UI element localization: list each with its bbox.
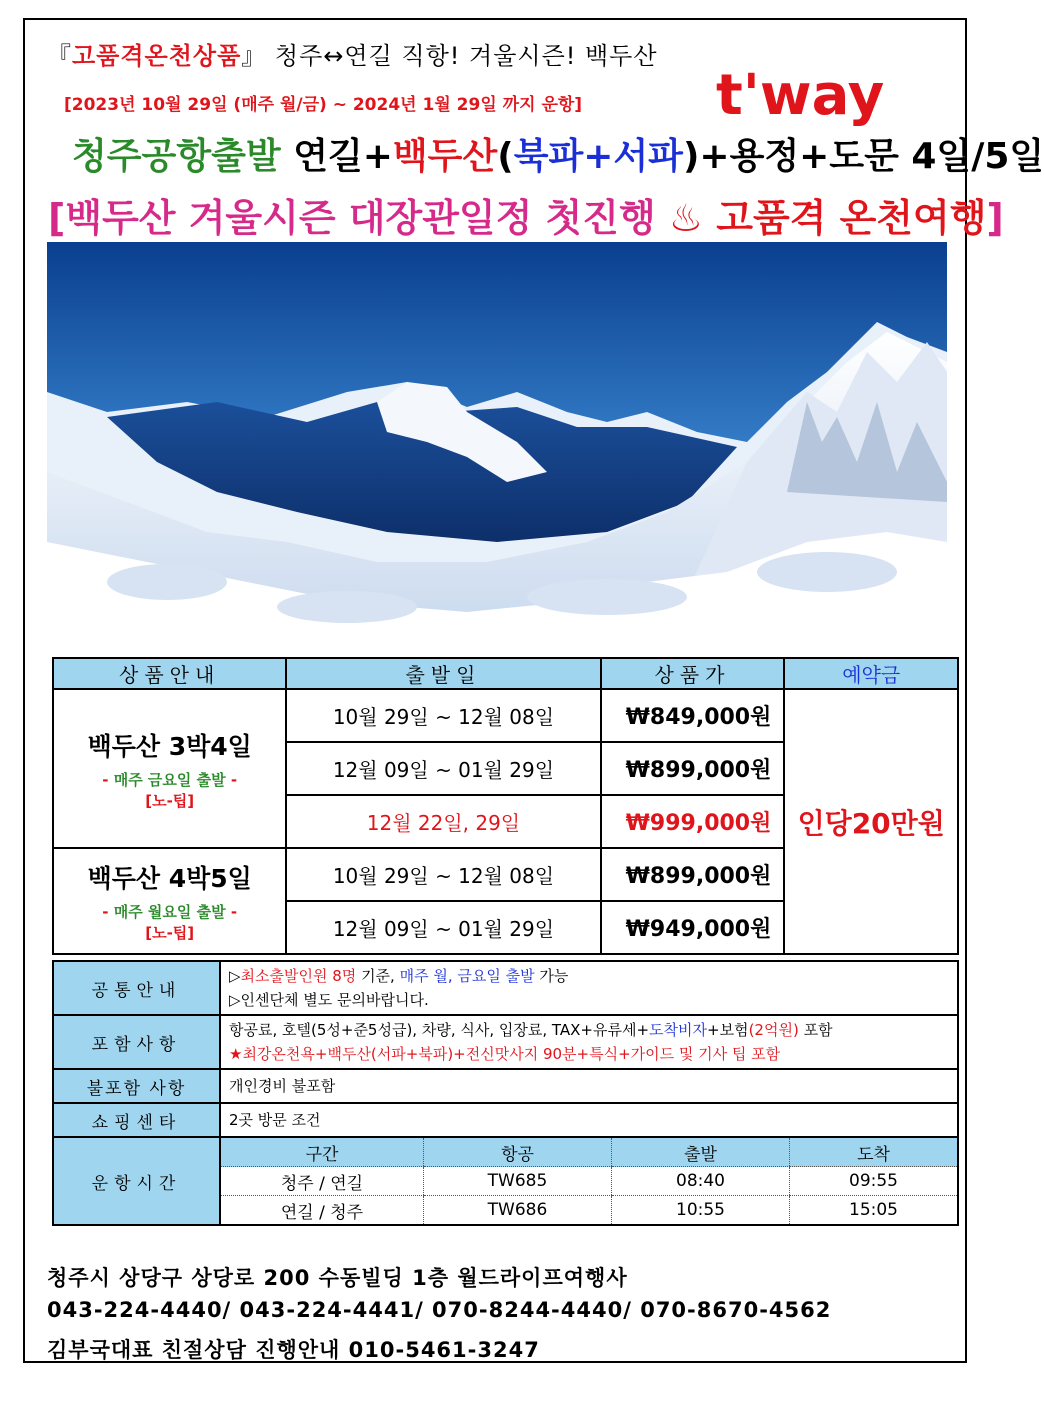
- flight-arrival: 15:05: [790, 1196, 958, 1225]
- agency-phones: 043-224-4440/ 043-224-4441/ 070-8244-4440/ 070-8670-4562: [47, 1298, 832, 1322]
- product-4n5d: 백두산 4박5일 - 매주 월요일 출발 - [노-팁]: [53, 848, 286, 954]
- flight-header-route: 구간: [221, 1138, 424, 1167]
- shopping-value: 2곳 방문 조건: [220, 1103, 958, 1137]
- header-departure: 출발일: [286, 658, 600, 689]
- agency-contact: 김부국대표 친절상담 진행안내 010-5461-3247: [47, 1338, 540, 1362]
- flight-route: 연길 / 청주: [280, 1202, 364, 1223]
- product-table: [52, 657, 959, 955]
- departure-date: 10월 29일 ~ 12월 08일: [286, 848, 600, 901]
- price: ₩849,000원: [601, 689, 785, 742]
- flight-header-departure: 출발: [612, 1138, 790, 1167]
- departure-date: 12월 22일, 29일: [286, 795, 600, 848]
- excluded-value: 개인경비 불포함: [220, 1069, 958, 1103]
- agency-address: 청주시 상당구 상당로 200 수동빌딩 1층 월드라이프여행사: [47, 1266, 628, 1290]
- flight-departure: 10:55: [612, 1196, 790, 1225]
- deposit-value: 인당20만원: [784, 689, 958, 954]
- product-3n4d: 백두산 3박4일 - 매주 금요일 출발 - [노-팁]: [53, 689, 286, 848]
- price: ₩899,000원: [601, 742, 785, 795]
- flight-number: TW685: [424, 1167, 612, 1196]
- headline: 『고품격온천상품』 청주↔연길 직항! 겨울시즌! 백두산: [47, 42, 658, 70]
- flight-arrival: 09:55: [790, 1167, 958, 1196]
- tour-title: 청주공항출발 연길+백두산(북파+서파)+용정+도문 4일/5일: [72, 136, 1044, 177]
- flight-departure: 08:40: [612, 1167, 790, 1196]
- common-info-label: 공통안내: [53, 961, 220, 1015]
- flight-schedule-label: 운항시간: [53, 1137, 220, 1225]
- flight-number: TW686: [424, 1196, 612, 1225]
- flight-route: 청주 / 연길: [221, 1167, 424, 1196]
- header-product-info: 상품안내: [53, 658, 286, 689]
- departure-date: 10월 29일 ~ 12월 08일: [286, 689, 600, 742]
- excluded-label: 불포함 사항: [53, 1069, 220, 1103]
- price: ₩949,000원: [601, 901, 785, 954]
- baekdu-mountain-photo: [47, 242, 947, 636]
- included-value: 항공료, 호텔(5성+준5성급), 차량, 식사, 입장료, TAX+유류세+도착비자+보험(2억원) 포함 ★최강온천욕+백두산(서파+북파)+전신맛사지 90분+특식+가이드 및 기사 팁 포함: [220, 1015, 958, 1069]
- shopping-label: 쇼핑센타: [53, 1103, 220, 1137]
- operation-period: [2023년 10월 29일 (매주 월/금) ~ 2024년 1월 29일 까지 운항]: [64, 95, 583, 115]
- header-deposit: 예약금: [784, 658, 958, 689]
- tway-logo-text: t'way: [716, 63, 885, 128]
- departure-date: 12월 09일 ~ 01월 29일: [286, 901, 600, 954]
- info-table: [52, 960, 959, 1226]
- tour-subtitle: [백두산 겨울시즌 대장관일정 첫진행 ♨ 고품격 온천여행]: [48, 196, 1004, 240]
- included-label: 포함사항: [53, 1015, 220, 1069]
- price: ₩999,000원: [601, 795, 785, 848]
- departure-date: 12월 09일 ~ 01월 29일: [286, 742, 600, 795]
- flight-schedule: [220, 1137, 958, 1225]
- flight-header-arrival: 도착: [790, 1138, 958, 1167]
- header-price: 상품가: [601, 658, 785, 689]
- tway-logo: [716, 62, 906, 132]
- price: ₩899,000원: [601, 848, 785, 901]
- common-info-value: ▷최소출발인원 8명 기준, 매주 월, 금요일 출발 가능 ▷인센단체 별도 문의바랍니다.: [220, 961, 958, 1015]
- hot-spring-icon: ♨: [668, 196, 703, 240]
- flight-header-flight: 항공: [424, 1138, 612, 1167]
